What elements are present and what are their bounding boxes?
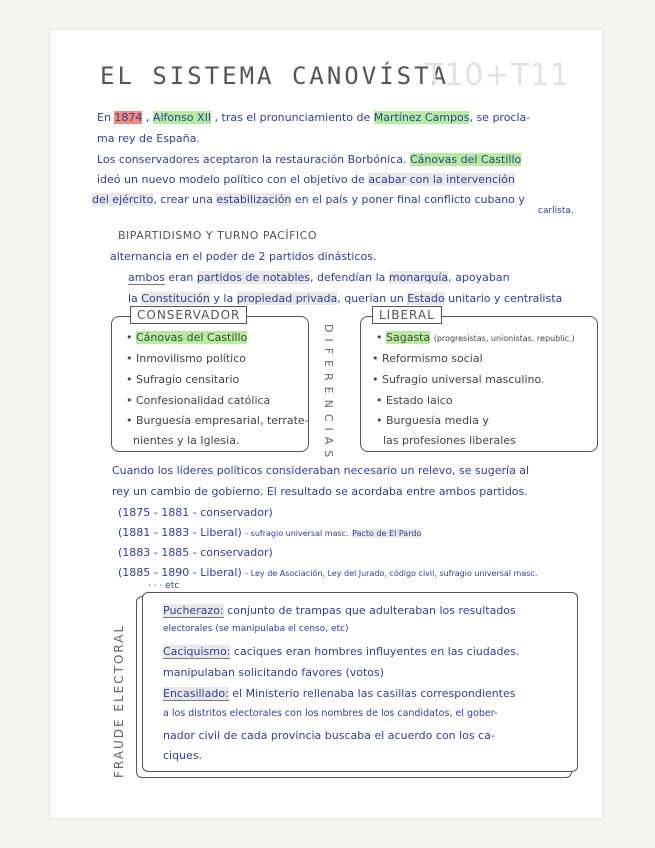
text: Reformismo social [382, 352, 483, 365]
liberal-item: • Reformismo social [372, 352, 483, 365]
term: Caciquismo: [163, 645, 231, 658]
topics-tag: T10+T11 [425, 58, 571, 93]
text-highlight: propiedad privada [236, 292, 338, 305]
text-highlight: monarquía [388, 271, 449, 284]
conservador-item: • Sufragio censitario [126, 373, 240, 386]
text-highlight: partidos de notables [196, 271, 311, 284]
period [118, 566, 537, 579]
fraude-entry [163, 604, 516, 617]
text: Estado laico [386, 394, 453, 407]
conservador-item-cont: nientes y la Iglesia. [133, 434, 240, 447]
term: Encasillado: [163, 687, 229, 700]
text: conjunto de trampas que adulteraban los resultados [227, 604, 516, 617]
text: Sufragio censitario [136, 373, 240, 386]
text: unitario y centralista [448, 292, 563, 305]
text: y la [213, 292, 234, 305]
intro-line-3 [97, 153, 521, 166]
text: (1881 - 1883 - Liberal) [118, 526, 242, 539]
text: Sufragio universal masculino. [382, 373, 545, 386]
text: el Ministerio rellenaba las casillas correspondientes [232, 687, 516, 700]
text: eran [168, 271, 194, 284]
fraude-line: nador civil de cada provincia buscaba el acuerdo con los ca- [163, 729, 495, 742]
term: Pucherazo: [163, 604, 224, 617]
general-highlight: Martínez Campos [373, 111, 470, 124]
intro-line-2: ma rey de España. [97, 132, 200, 145]
text: - Ley de Asociación, Ley del Jurado, código civil, sufragio universal masc. [245, 569, 538, 578]
turno-line-1: Cuando los líderes políticos consideraban necesario un relevo, se sugería al [112, 464, 530, 477]
text-highlight: Sagasta [386, 331, 431, 344]
liberal-item: • Estado laico [376, 394, 453, 407]
bip-line-1: alternancia en el poder de 2 partidos dinásticos. [110, 250, 377, 263]
etc-text: · · · etc [148, 581, 180, 591]
fraude-line: manipulaban solicitando favores (votos) [163, 666, 385, 679]
conservador-item: • Inmovilismo político [126, 352, 246, 365]
text-highlight: estabilización [216, 193, 292, 206]
conservador-item: • Burguesía empresarial, terrate- [126, 414, 309, 427]
text-highlight: Pacto de El Pardo [352, 529, 422, 538]
section-heading: BIPARTIDISMO Y TURNO PACÍFICO [118, 229, 318, 242]
text: Burguesía empresarial, terrate- [136, 414, 309, 427]
text: en el país y poner final conflicto cubano y [294, 193, 525, 206]
text-highlight: Estado [407, 292, 445, 305]
intro-line-6: carlista. [538, 206, 574, 216]
fraude-entry [163, 687, 516, 700]
liberal-item: • Burguesía media y [376, 414, 489, 427]
intro-line-4 [97, 173, 515, 186]
liberal-item-cont: las profesiones liberales [383, 434, 516, 447]
text-highlight: acabar con la intervención [368, 173, 515, 186]
text: , tras el pronunciamiento de [214, 111, 371, 124]
fraude-line: a los distritos electorales con los nombres de los candidatos, el gober- [163, 708, 498, 719]
period [118, 526, 421, 539]
fraude-entry [163, 645, 519, 658]
text: Burguesía media y [386, 414, 489, 427]
text: , apoyaban [448, 271, 510, 284]
liberal-item: • Sagasta (progresistas, unionistas, republic.) [376, 331, 575, 344]
text: , crear una [153, 193, 213, 206]
year-highlight: 1874 [114, 111, 143, 124]
period: (1875 - 1881 - conservador) [118, 506, 273, 519]
text: la [128, 292, 138, 305]
text-highlight: del ejército [92, 193, 154, 206]
fraude-line: electorales (se manipulaba el censo, etc) [163, 624, 349, 634]
period: (1883 - 1885 - conservador) [118, 546, 273, 559]
text: (progresistas, unionistas, republic.) [433, 334, 575, 343]
text-highlight: Constitución [141, 292, 210, 305]
conservador-label: CONSERVADOR [130, 306, 247, 324]
text: - sufragio universal masc. [245, 529, 349, 538]
text: caciques eran hombres influyentes en las ciudades. [233, 645, 520, 658]
canovas-highlight: Cánovas del Castillo [409, 153, 522, 166]
text: , se procla- [469, 111, 531, 124]
fraude-label: FRAUDE ELECTORAL [112, 623, 126, 778]
conservador-item: • Cánovas del Castillo [126, 331, 248, 344]
text-highlight: Cánovas del Castillo [136, 331, 248, 344]
text: (1885 - 1890 - Liberal) [118, 566, 242, 579]
turno-line-2: rey un cambio de gobierno. El resultado se acordaba entre ambos partidos. [112, 485, 528, 498]
liberal-label: LIBERAL [372, 306, 442, 324]
text: Inmovilismo político [136, 352, 246, 365]
fraude-box [142, 592, 578, 772]
text: Confesionalidad católica [136, 394, 271, 407]
page-title: EL SISTEMA CANOVÍSTA [100, 62, 449, 90]
bip-line-3 [128, 292, 562, 305]
text: Los conservadores aceptaron la restauración Borbónica. [97, 153, 407, 166]
intro-line-1: En 1874 , Alfonso XII , tras el pronunciamiento de Martínez Campos, se procla- [97, 111, 531, 124]
text-underlined: ambos [128, 271, 165, 284]
bip-line-2 [128, 271, 510, 284]
conservador-item: • Confesionalidad católica [126, 394, 271, 407]
intro-line-5 [92, 193, 525, 206]
liberal-item: • Sufragio universal masculino. [372, 373, 545, 386]
text: , defendían la [310, 271, 386, 284]
text: ideó un nuevo modelo político con el objetivo de [97, 173, 365, 186]
fraude-line: ciques. [163, 749, 203, 762]
king-highlight: Alfonso XII [152, 111, 212, 124]
text: , querían un [337, 292, 404, 305]
differences-label: DIFERENCIAS [322, 324, 335, 464]
